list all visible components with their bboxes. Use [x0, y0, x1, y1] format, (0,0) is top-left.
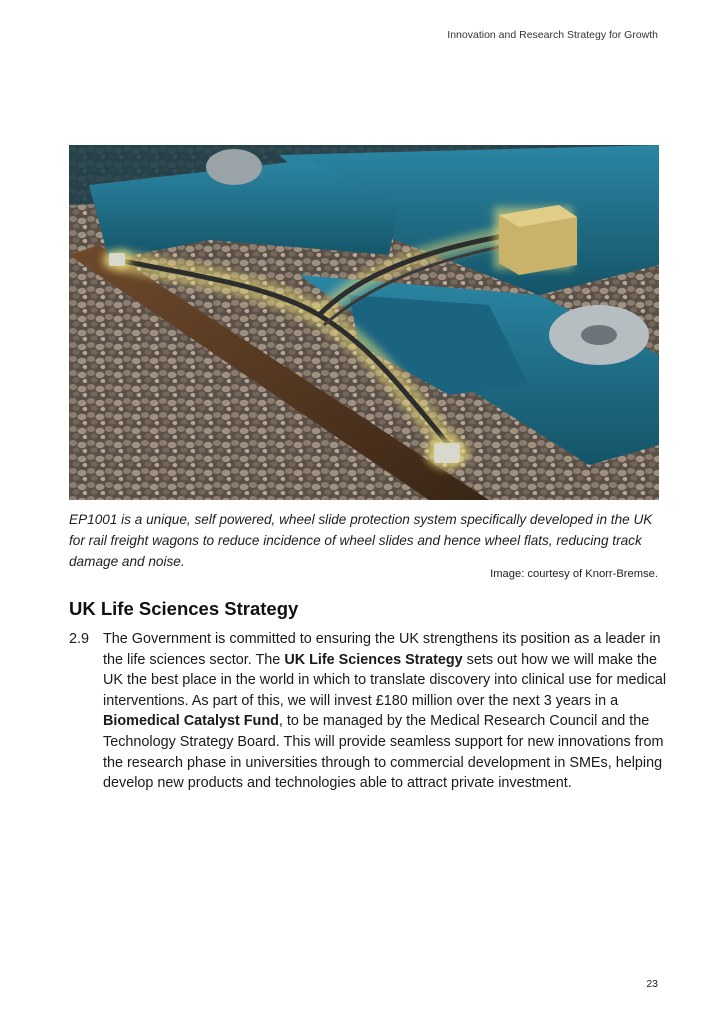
paragraph-body: The Government is committed to ensuring the UK strengthens its position as a leader in the life sciences sector. The UK Life Sciences Strategy sets out how we will make the UK the best place in the world in which to translate discovery into clinical use for medical interventions. As part of this, we will invest £180 million over the next 3 years in a Biomedical Catalyst Fund, to be managed by the Medical Research Council and the Technology Strategy Board. This will provide seamless support for new innovations from the research phase in universities through to commercial development in SMEs, helping develop new products and technologies able to attract private investment. [103, 631, 667, 792]
figure-caption: EP1001 is a unique, self powered, wheel slide protection system specifically developed in the UK for rail freight wagons to reduce incidence of wheel slides and hence wheel flats, reducing track damage and noise. [69, 512, 653, 569]
paragraph-2-9 [69, 629, 669, 794]
wheel-speed-sensor-left [109, 253, 125, 266]
section-heading: UK Life Sciences Strategy [69, 598, 299, 619]
wheel-top-left [206, 149, 262, 185]
paragraph-number: 2.9 [69, 631, 90, 647]
page-number: 23 [646, 978, 658, 990]
wagon-bogie-photo [69, 145, 659, 500]
wagon-illustration [69, 145, 659, 500]
running-header: Innovation and Research Strategy for Growth [447, 29, 658, 41]
fund-name: Biomedical Catalyst Fund [103, 713, 279, 730]
wheel-speed-sensor-right [434, 443, 460, 463]
image-credit: Image: courtesy of Knorr-Bremse. [490, 568, 658, 580]
strategy-name: UK Life Sciences Strategy [284, 651, 463, 668]
